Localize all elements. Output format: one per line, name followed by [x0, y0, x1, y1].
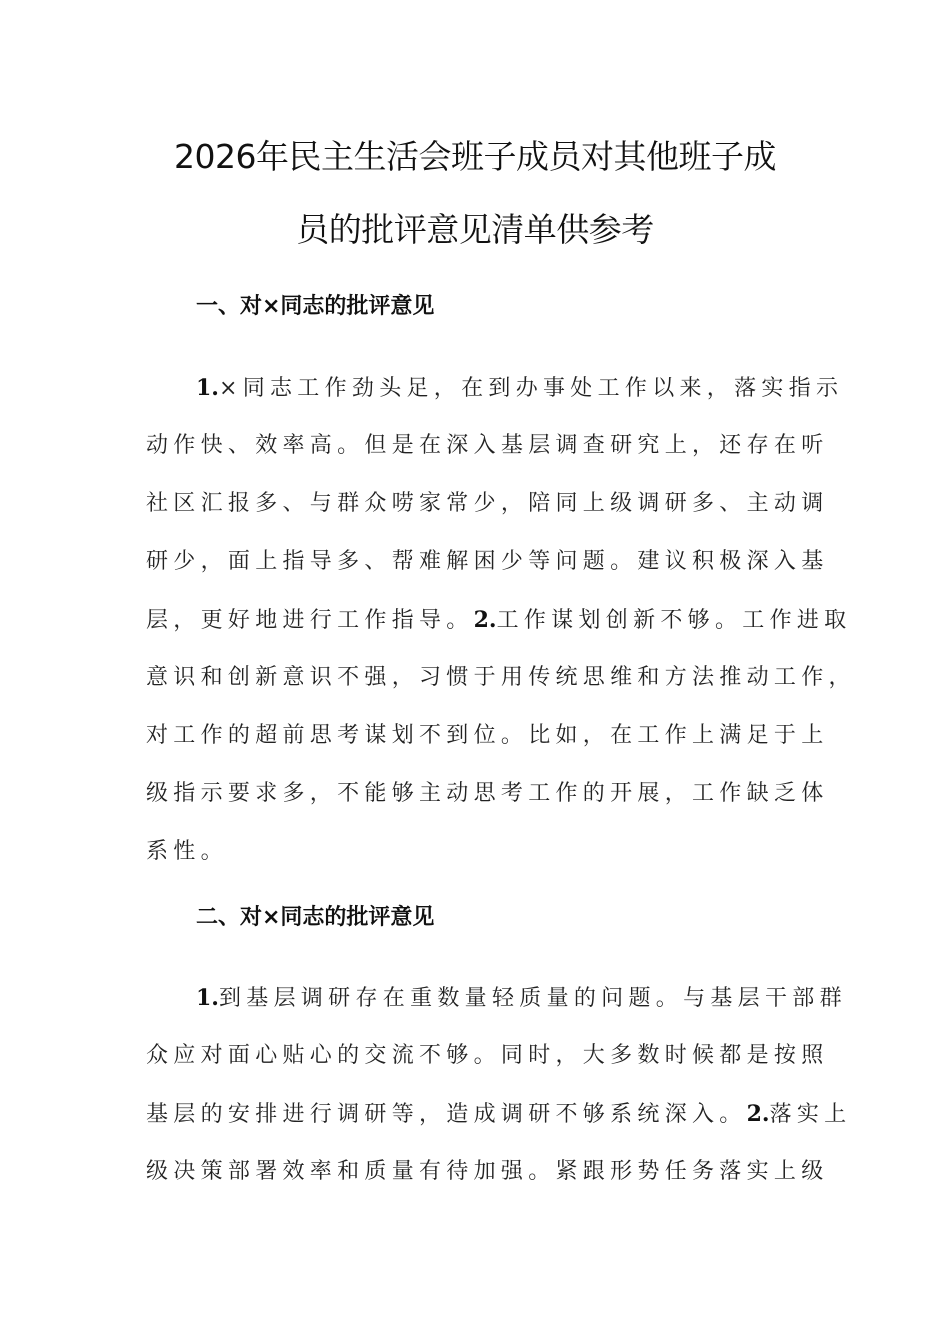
- paragraph-line: 对工作的超前思考谋划不到位。比如，在工作上满足于上: [146, 723, 829, 748]
- item-number: 1.: [196, 985, 219, 1011]
- paragraph-line: 级决策部署效率和质量有待加强。紧跟形势任务落实上级: [146, 1159, 829, 1184]
- paragraph-line: 社区汇报多、与群众唠家常少，陪同上级调研多、主动调: [146, 491, 829, 516]
- paragraph-line: 1.×同志工作劲头足，在到办事处工作以来，落实指示: [196, 375, 844, 401]
- paragraph-line: 1.到基层调研存在重数量轻质量的问题。与基层干部群: [196, 985, 847, 1011]
- item-number: 1.: [196, 375, 219, 401]
- paragraph-line: 意识和创新意识不强，习惯于用传统思维和方法推动工作，: [146, 665, 856, 690]
- paragraph-line: 研少，面上指导多、帮难解困少等问题。建议积极深入基: [146, 549, 829, 574]
- paragraph-line: 层，更好地进行工作指导。2.工作谋划创新不够。工作进取: [146, 607, 852, 633]
- item-number: 2.: [746, 1101, 770, 1127]
- paragraph-line: 众应对面心贴心的交流不够。同时，大多数时候都是按照: [146, 1043, 829, 1068]
- item-number: 2.: [473, 607, 497, 633]
- paragraph-line: 系性。: [146, 839, 228, 864]
- document-title-line-1: 2026年民主生活会班子成员对其他班子成: [174, 137, 776, 176]
- paragraph-line: 动作快、效率高。但是在深入基层调查研究上，还存在听: [146, 433, 829, 458]
- section-2-heading: 二、对×同志的批评意见: [196, 905, 435, 930]
- document-title-line-2: 员的批评意见清单供参考: [296, 210, 654, 249]
- paragraph-line: 基层的安排进行调研等，造成调研不够系统深入。2.落实上: [146, 1101, 852, 1127]
- section-1-heading: 一、对×同志的批评意见: [196, 294, 435, 319]
- paragraph-line: 级指示要求多，不能够主动思考工作的开展，工作缺乏体: [146, 781, 829, 806]
